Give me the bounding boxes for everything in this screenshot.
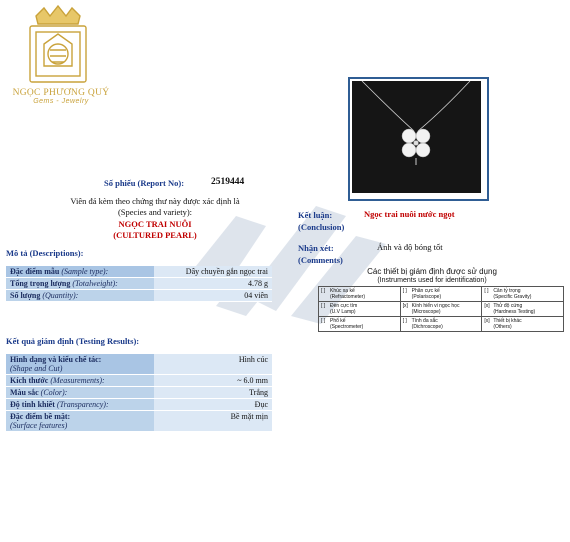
row-label: Tổng trọng lượng [10, 279, 71, 288]
instrument-name: Khúc xạ kế [330, 288, 355, 294]
species-name: NGỌC TRAI NUÔI [118, 219, 192, 229]
comments-label [298, 242, 343, 266]
instrument-cell [482, 287, 564, 302]
instrument-cell [319, 287, 401, 302]
table-row [6, 266, 272, 278]
checkbox: [ ] [484, 288, 489, 294]
table-row [6, 387, 272, 399]
row-label: Độ tinh khiết [10, 400, 55, 409]
table-row [6, 290, 272, 302]
sample-photo [352, 81, 481, 193]
row-value: Hình cúc [154, 354, 272, 375]
table-row [6, 278, 272, 290]
comments-value: Ánh và độ bóng tốt [377, 242, 443, 252]
instrument-name: Phân cực kế [411, 288, 440, 294]
intro-line-2: (Species and variety): [117, 207, 193, 217]
report-number: 2519444 [211, 177, 245, 187]
row-label: Đặc điểm bề mặt: [10, 412, 71, 421]
checkbox: [ ] [321, 303, 326, 309]
row-label-en: (Transparency): [56, 400, 109, 409]
species-name-en: (CULTURED PEARL) [113, 230, 197, 240]
row-value: 4.78 g [154, 278, 272, 290]
instrument-name-en: (Dichroscope) [411, 324, 443, 330]
checkbox: [ ] [321, 318, 326, 324]
instruments-table [318, 286, 564, 332]
testing-results-title: Kết quả giám định (Testing Results): [6, 336, 140, 346]
instrument-cell [482, 317, 564, 332]
table-row [6, 411, 272, 432]
instrument-name: Kính hiển vi ngọc học [411, 303, 460, 309]
checkbox: [x] [484, 318, 490, 324]
instrument-cell [482, 302, 564, 317]
comments-label-vi: Nhận xét: [298, 243, 334, 253]
conclusion-label [298, 209, 344, 233]
row-label-en: (Color): [40, 388, 68, 397]
brand-logo [22, 4, 94, 92]
row-label: Hình dạng và kiểu chế tác: [10, 355, 102, 364]
row-label: Số lượng [10, 291, 41, 300]
row-label-en: (Shape and Cut) [10, 364, 63, 373]
testing-results-table [6, 354, 272, 432]
instrument-name-en: (Specific Gravity) [493, 294, 532, 300]
brand-tagline: Gems - Jewelry [33, 98, 89, 105]
instrument-cell [400, 317, 482, 332]
descriptions-title: Mô tả (Descriptions): [6, 248, 84, 258]
checkbox: [x] [402, 303, 408, 309]
instruments-title: Các thiết bị giám định được sử dụng [367, 267, 497, 276]
row-label-en: (Surface features) [10, 421, 68, 430]
conclusion-label-en: (Conclusion) [298, 222, 345, 232]
checkbox: [x] [484, 303, 490, 309]
row-label-en: (Quantity): [42, 291, 79, 300]
row-value: Bề mặt mịn [154, 411, 272, 432]
checkbox: [ ] [402, 288, 407, 294]
instrument-name-en: (Hardness Testing) [493, 309, 536, 315]
instrument-cell [319, 302, 401, 317]
instrument-name: Phổ kế [330, 318, 346, 324]
instrument-name-en: (U.V Lamp) [330, 309, 356, 315]
row-value: Đục [154, 399, 272, 411]
conclusion-label-vi: Kết luận: [298, 210, 333, 220]
table-row [319, 302, 564, 317]
conclusion-value: Ngọc trai nuôi nước ngọt [364, 209, 455, 219]
instrument-name-en: (Spectrometer) [330, 324, 364, 330]
row-label: Kích thước [10, 376, 49, 385]
instrument-name-en: (Microscope) [411, 309, 441, 315]
instrument-cell [400, 287, 482, 302]
instrument-name: Thử độ cứng [493, 303, 523, 309]
table-row [319, 317, 564, 332]
instrument-name-en: (Refractometer) [330, 294, 366, 300]
row-label: Màu sắc [10, 388, 39, 397]
table-row [6, 375, 272, 387]
row-value: ~ 6.0 mm [154, 375, 272, 387]
checkbox: [ ] [321, 288, 326, 294]
checkbox: [ ] [402, 318, 407, 324]
instruments-subtitle: (Instruments used for identification) [377, 277, 487, 284]
instrument-name: Đèn cực tím [330, 303, 358, 309]
instrument-name-en: (Polariscope) [411, 294, 442, 300]
row-label-en: (Sample type): [61, 267, 109, 276]
instrument-cell [400, 302, 482, 317]
brand-name: NGỌC PHƯƠNG QUÝ [12, 88, 110, 98]
row-value: Dây chuyền gắn ngọc trai [154, 266, 272, 278]
comments-label-en: (Comments) [298, 255, 343, 265]
row-value: Trắng [154, 387, 272, 399]
row-label: Đặc điểm mẫu [10, 267, 60, 276]
instrument-name: Thiết bị khác [493, 318, 522, 324]
table-row [319, 287, 564, 302]
row-value: 04 viên [154, 290, 272, 302]
instrument-name-en: (Others) [493, 324, 512, 330]
table-row [6, 399, 272, 411]
table-row [6, 354, 272, 375]
report-number-label: Số phiếu (Report No): [104, 178, 185, 188]
instrument-name: Cân tỷ trọng [493, 288, 521, 294]
row-label-en: (Measurements): [50, 376, 105, 385]
instrument-cell [319, 317, 401, 332]
instrument-name: Tính đa sắc [411, 318, 438, 324]
intro-line-1: Viên đá kèm theo chứng thư này được xác định là [70, 196, 240, 206]
descriptions-table [6, 266, 272, 302]
row-label-en: (Totalweight): [72, 279, 118, 288]
